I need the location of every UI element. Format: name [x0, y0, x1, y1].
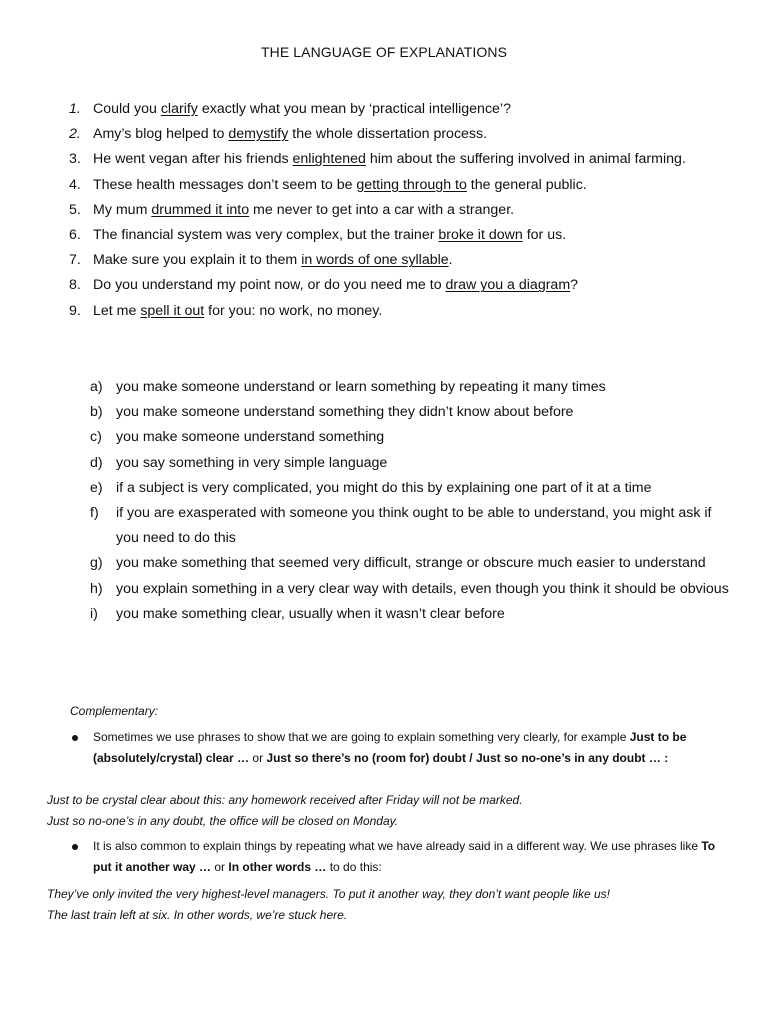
- definition-letter: h): [90, 580, 103, 597]
- bullet-text: It is also common to explain things by repeating what we have already said in a different way. We use phrases like: [93, 839, 702, 853]
- definition-list: [90, 375, 730, 627]
- definition-text: you make someone understand something: [116, 429, 385, 446]
- question-number: 7.: [69, 252, 81, 269]
- question-text: Let me: [93, 302, 141, 319]
- question-item: [64, 122, 724, 147]
- question-item: [64, 299, 724, 324]
- question-text: Amy’s blog helped to: [93, 126, 229, 143]
- page-title: THE LANGUAGE OF EXPLANATIONS: [260, 44, 508, 60]
- definition-letter: c): [90, 429, 102, 446]
- question-number: 1.: [69, 101, 81, 117]
- bullet-icon: [72, 844, 78, 850]
- definition-text: you make something that seemed very difficult, strange or obscure much easier to understand: [116, 555, 706, 572]
- underlined-phrase: drummed it into: [151, 201, 250, 218]
- question-list: [64, 97, 724, 324]
- bold-phrase: To put it another way …: [93, 839, 716, 874]
- definition-letter: d): [90, 454, 103, 471]
- example-sentence: Just to be crystal clear about this: any homework received after Friday will not be marked.: [47, 793, 523, 807]
- question-item: [64, 173, 724, 198]
- definition-item: [90, 451, 730, 476]
- underlined-phrase: draw you a diagram: [445, 277, 571, 294]
- definition-item: [90, 476, 730, 501]
- example-sentence: The last train left at six. In other words, we’re stuck here.: [47, 908, 348, 922]
- underlined-phrase: clarify: [160, 101, 198, 117]
- complementary-bullet-1: [93, 727, 733, 768]
- definition-item: [90, 400, 730, 425]
- question-text: the whole dissertation process.: [288, 126, 488, 143]
- question-text: me never to get into a car with a stranger.: [249, 201, 515, 218]
- underlined-phrase: broke it down: [438, 227, 523, 244]
- question-item: [64, 248, 724, 273]
- question-item: [64, 198, 724, 223]
- complementary-bullet-2: [93, 836, 733, 877]
- question-number: 2.: [69, 126, 81, 143]
- definition-letter: f): [90, 505, 99, 522]
- question-item: [64, 147, 724, 172]
- question-text: Make sure you explain it to them: [93, 252, 302, 269]
- question-item: [64, 223, 724, 248]
- definition-item: [90, 551, 730, 576]
- question-text: Could you: [93, 101, 161, 117]
- question-text: exactly what you mean by ‘practical intelligence’?: [197, 101, 511, 117]
- definition-letter: e): [90, 479, 103, 496]
- bullet-text: or: [249, 750, 267, 765]
- bullet-text: to do this:: [326, 859, 382, 874]
- bullet-text: Sometimes we use phrases to show that we are going to explain something very clearly, for example: [93, 730, 630, 744]
- complementary-heading: Complementary:: [70, 704, 159, 718]
- example-sentence: Just so no-one’s in any doubt, the office will be closed on Monday.: [47, 814, 399, 828]
- question-text: the general public.: [466, 176, 587, 193]
- definition-text: you make someone understand or learn something by repeating it many times: [116, 379, 606, 395]
- definition-text: you make something clear, usually when it wasn’t clear before: [116, 605, 505, 622]
- definition-letter: i): [90, 605, 98, 622]
- definition-text: if you are exasperated with someone you think ought to be able to understand, you might ask if you need to do this: [116, 505, 712, 547]
- definition-text: if a subject is very complicated, you might do this by explaining one part of it at a time: [116, 479, 652, 496]
- definition-item: [90, 501, 730, 551]
- definition-text: you make someone understand something they didn’t know about before: [116, 404, 574, 421]
- definition-letter: b): [90, 404, 103, 421]
- question-item: [64, 273, 724, 298]
- underlined-phrase: getting through to: [356, 176, 467, 193]
- definition-item: [90, 602, 730, 627]
- underlined-phrase: demystify: [228, 126, 289, 143]
- bold-phrase: In other words …: [228, 859, 327, 874]
- question-text: He went vegan after his friends: [93, 151, 293, 168]
- question-text: Do you understand my point now, or do you need me to: [93, 277, 446, 294]
- definition-text: you say something in very simple language: [116, 454, 388, 471]
- bullet-text: or: [211, 859, 229, 874]
- underlined-phrase: in words of one syllable: [301, 252, 449, 269]
- question-number: 3.: [69, 151, 81, 168]
- question-number: 5.: [69, 201, 81, 218]
- question-text: My mum: [93, 201, 152, 218]
- question-number: 4.: [69, 176, 81, 193]
- question-text: for us.: [522, 227, 567, 244]
- definition-item: [90, 577, 730, 602]
- definition-text: you explain something in a very clear way with details, even though you think it should be obvious: [116, 580, 729, 597]
- question-text: him about the suffering involved in animal farming.: [365, 151, 686, 168]
- question-text: for you: no work, no money.: [204, 302, 383, 319]
- definition-item: [90, 425, 730, 450]
- definition-letter: g): [90, 555, 103, 572]
- definition-letter: a): [90, 379, 103, 395]
- definition-item: [90, 375, 730, 400]
- bold-phrase: Just so there’s no (room for) doubt / Just so no-one’s in any doubt … :: [266, 750, 669, 765]
- question-number: 8.: [69, 277, 81, 294]
- question-text: These health messages don’t seem to be: [93, 176, 357, 193]
- question-item: [64, 97, 724, 122]
- question-text: .: [448, 252, 453, 269]
- underlined-phrase: spell it out: [140, 302, 205, 319]
- underlined-phrase: enlightened: [292, 151, 366, 168]
- question-number: 9.: [69, 302, 81, 319]
- question-number: 6.: [69, 227, 81, 244]
- question-text: The financial system was very complex, but the trainer: [93, 227, 439, 244]
- bullet-icon: [72, 735, 78, 741]
- example-sentence: They’ve only invited the very highest-level managers. To put it another way, they don’t want people like us!: [47, 887, 610, 901]
- bold-phrase: Just to be (absolutely/crystal) clear …: [93, 730, 687, 765]
- question-text: ?: [570, 277, 579, 294]
